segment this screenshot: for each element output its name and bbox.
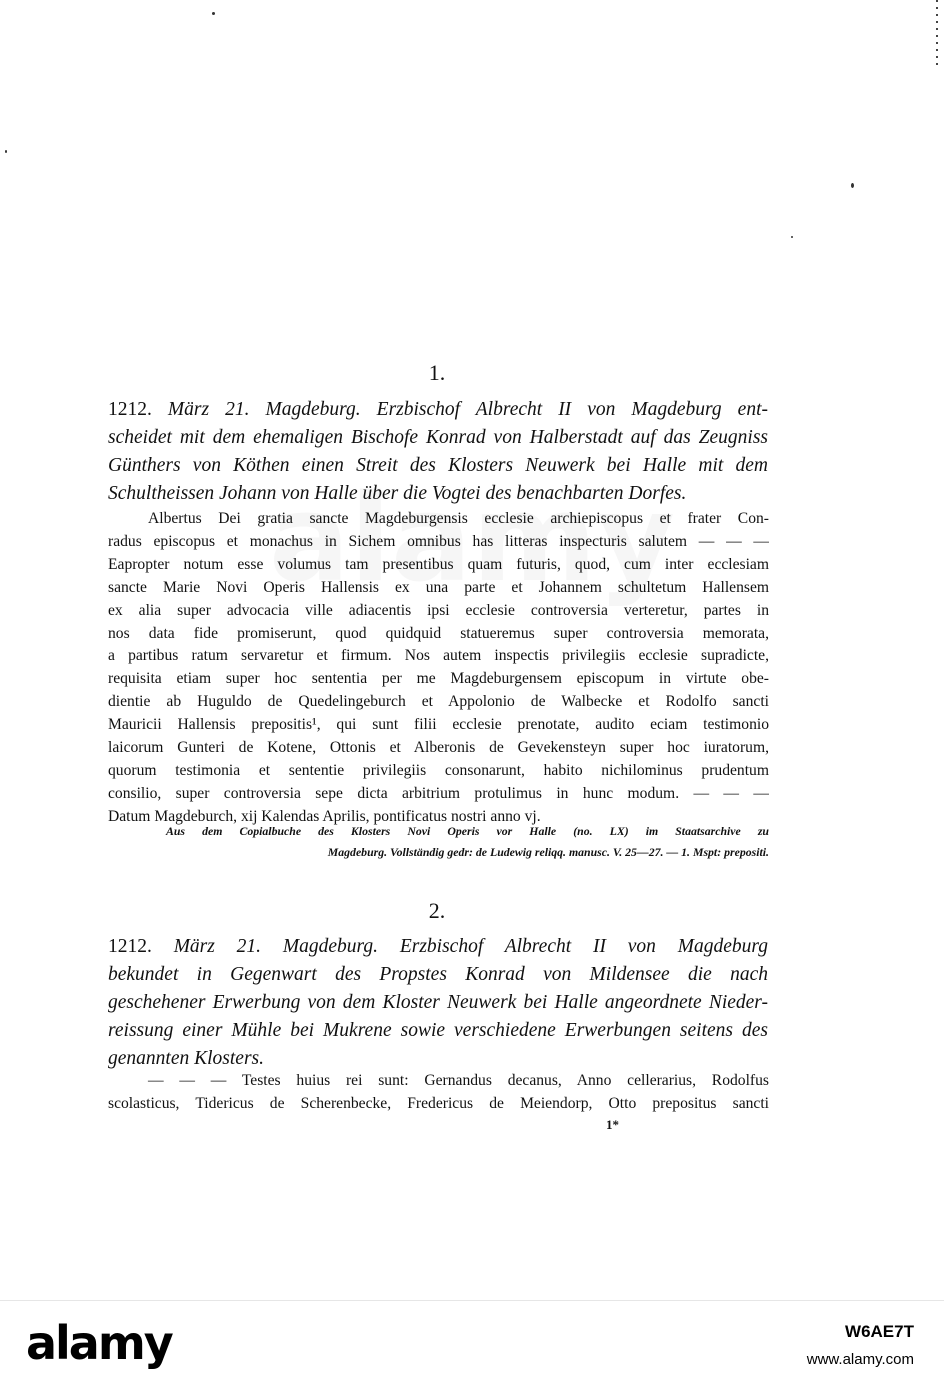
charter-text-1 bbox=[108, 508, 769, 829]
speck bbox=[791, 236, 793, 238]
text-line: sancte Marie Novi Operis Hallensis ex una parte et Johannem schultetum Hallensem bbox=[108, 578, 769, 596]
text-line: scolasticus, Tidericus de Scherenbecke, Fredericus de Meiendorp, Otto prepositus sancti bbox=[108, 1094, 769, 1112]
regest-2 bbox=[108, 933, 768, 1073]
regest-line-text: März 21. Magdeburg. Erzbischof Albrecht II von Magdeburg ent- bbox=[151, 399, 768, 420]
regest-line: geschehener Erwerbung von dem Kloster Neuwerk bei Halle angeordnete Nieder- bbox=[108, 992, 768, 1013]
image-id: W6AE7T bbox=[845, 1322, 914, 1341]
text-line: requisita etiam super hoc sententia per me Magdeburgensem episcopum in virtute obe- bbox=[108, 670, 769, 688]
regest-line-text: März 21. Magdeburg. Erzbischof Albrecht II von Magdeburg bbox=[151, 936, 768, 957]
note-line: Aus dem Copialbuche des Klosters Novi Operis vor Halle (no. LX) im Staatsarchive zu bbox=[166, 824, 769, 838]
note-line: Magdeburg. Vollständig gedr: de Ludewig reliqq. manusc. V. 25—27. — 1. Mspt: prepositi. bbox=[327, 845, 769, 859]
stock-footer bbox=[0, 1300, 944, 1390]
text-line: dientie ab Huguldo de Quedelingeburch et Appolonio de Walbecke et Rodolfo sancti bbox=[108, 693, 769, 711]
page-signature: 1* bbox=[606, 1117, 619, 1132]
text-line: Albertus Dei gratia sancte Magdeburgensis ecclesie archiepiscopus et frater Con- bbox=[148, 510, 769, 527]
document-number: 2. bbox=[428, 898, 446, 923]
text-line: a partibus ratum servaretur et firmum. Nos autem inspectis privilegiis ecclesie supradicte, bbox=[108, 647, 769, 665]
regest-line bbox=[108, 933, 768, 961]
regest-line: Günthers von Köthen einen Streit des Klosters Neuwerk bei Halle mit dem bbox=[108, 455, 768, 476]
text-line: consilio, super controversia sepe dicta arbitrium protulimus in hunc modum. — — — bbox=[108, 784, 769, 802]
text-line: Mauricii Hallensis prepositis¹, qui sunt filii ecclesie prenotate, audito eciam testimonio bbox=[108, 716, 769, 734]
text-line: Datum Magdeburch, xij Kalendas Aprilis, pontificatus nostri anno vj. bbox=[108, 807, 541, 825]
source-note-1 bbox=[108, 821, 769, 863]
alamy-logo: alamy bbox=[26, 1316, 172, 1370]
text-line: nos data fide promiserunt, quod quidquid statueremus super controversia memorata, bbox=[108, 624, 769, 642]
footer-divider bbox=[0, 1300, 944, 1301]
regest-1 bbox=[108, 396, 768, 508]
site-url: www.alamy.com bbox=[806, 1351, 914, 1368]
document-number: 1. bbox=[428, 360, 446, 385]
regest-line: genannten Klosters. bbox=[108, 1048, 264, 1069]
text-line: laicorum Gunteri de Kotene, Ottonis et Alberonis de Gevekensteyn super hoc iuratorum, bbox=[108, 739, 769, 757]
speck bbox=[212, 12, 215, 15]
speck bbox=[851, 183, 854, 188]
page-edge-marks bbox=[936, 0, 938, 70]
regest-line: Schultheissen Johann von Halle über die Vogtei des benachbarten Dorfes. bbox=[108, 483, 687, 504]
regest-line: bekundet in Gegenwart des Propstes Konrad von Mildensee die nach bbox=[108, 964, 768, 985]
text-line: quorum testimonia et sententie privilegiis consonarunt, habito nichilominus prudentum bbox=[108, 761, 769, 779]
regest-line: reissung einer Mühle bei Mukrene sowie verschiedene Erwerbungen seitens des bbox=[108, 1020, 768, 1041]
text-line: — — — Testes huius rei sunt: Gernandus decanus, Anno cellerarius, Rodolfus bbox=[148, 1072, 769, 1089]
text-line: radus episcopus et monachus in Sichem omnibus has litteras inspecturis salutem — — — bbox=[108, 532, 769, 550]
charter-text-2 bbox=[108, 1070, 769, 1116]
text-line: ex alia super advocacia ville adiacentis ipsi ecclesie controversia verteretur, partes in bbox=[108, 601, 769, 619]
regest-year: 1212. bbox=[108, 399, 152, 420]
regest-line: scheidet mit dem ehemaligen Bischofe Konrad von Halberstadt auf das Zeugniss bbox=[108, 427, 768, 448]
speck bbox=[5, 150, 7, 153]
text-line: Eapropter notum esse volumus tam presentibus quam futuris, quod, cum inter ecclesiam bbox=[108, 555, 769, 573]
regest-year: 1212. bbox=[108, 936, 152, 957]
regest-line bbox=[108, 396, 768, 424]
